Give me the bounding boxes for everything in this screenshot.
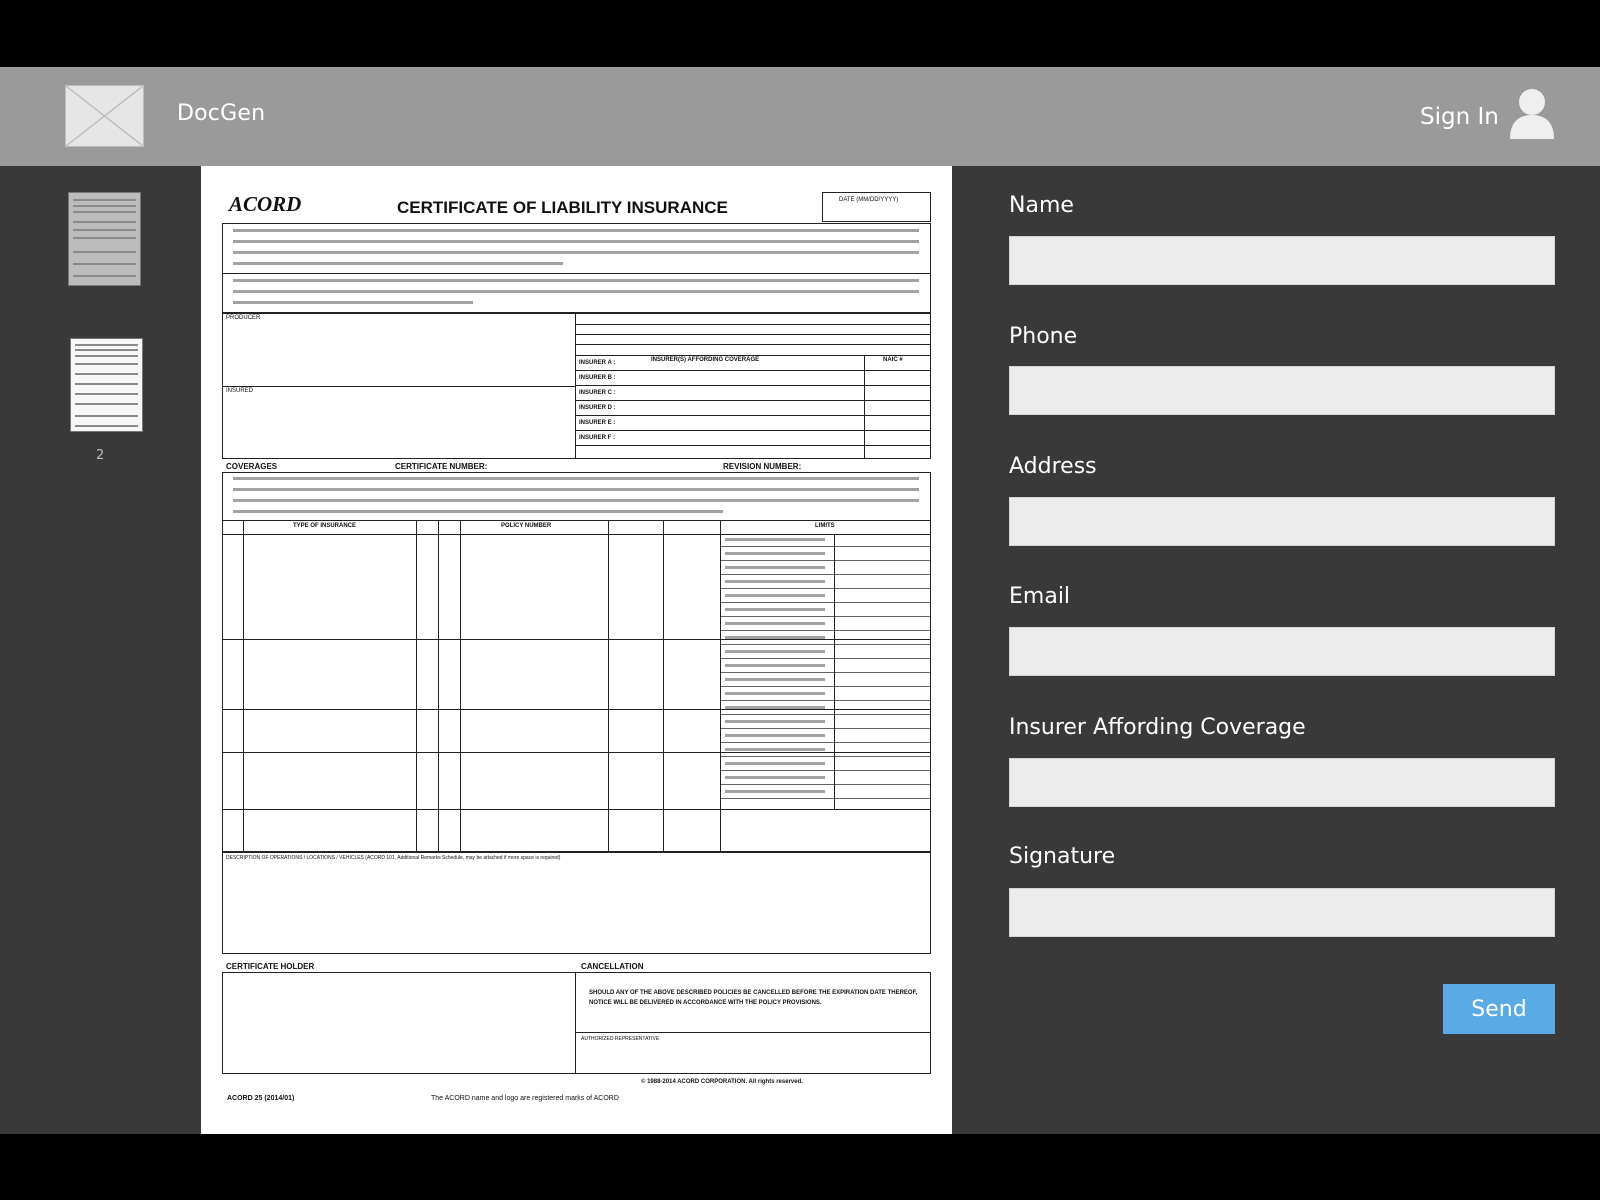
field-label-insurer: Insurer Affording Coverage [1009, 715, 1306, 740]
data-entry-form [952, 166, 1600, 1134]
description-label: DESCRIPTION OF OPERATIONS / LOCATIONS / VEHICLES (ACORD 101, Additional Remarks Schedule, may be attached if more space is required) [226, 855, 561, 861]
page-number-label: 2 [96, 448, 105, 463]
letterbox-bottom [0, 1134, 1600, 1200]
insurer-row-label: INSURER E : [579, 420, 616, 426]
letterbox-top [0, 0, 1600, 67]
document-title: CERTIFICATE OF LIABILITY INSURANCE [397, 198, 728, 217]
certificate-holder-label: CERTIFICATE HOLDER [226, 962, 315, 971]
insurer-row-label: INSURER D : [579, 405, 616, 411]
user-avatar-icon[interactable] [1508, 87, 1556, 139]
insurer-row-label: INSURER B : [579, 375, 616, 381]
field-label-email: Email [1009, 584, 1071, 609]
trademark-text: The ACORD name and logo are registered marks of ACORD [431, 1095, 619, 1102]
sign-in-link[interactable]: Sign In [1420, 104, 1499, 130]
date-box-label: DATE (MM/DD/YYYY) [839, 197, 899, 203]
revision-number-label: REVISION NUMBER: [723, 462, 802, 471]
page-thumbnail-1[interactable] [68, 192, 141, 286]
limits-header: LIMITS [815, 523, 835, 529]
app-header [0, 67, 1600, 166]
cancellation-label: CANCELLATION [581, 962, 644, 971]
document-preview [201, 166, 952, 1134]
policy-number-header: POLICY NUMBER [501, 523, 552, 529]
cancellation-text: SHOULD ANY OF THE ABOVE DESCRIBED POLICIES BE CANCELLED BEFORE THE EXPIRATION DATE THEREOF, NOTICE WILL BE DELIVERED IN ACCORDANCE WITH THE POLICY PROVISIONS. [589, 990, 918, 1006]
coverage-table [222, 472, 931, 852]
insurer-row-label: INSURER A : [579, 360, 616, 366]
insurer-header: INSURER(S) AFFORDING COVERAGE [651, 357, 760, 363]
description-box [222, 852, 931, 954]
image-placeholder-icon [65, 85, 144, 147]
field-label-name: Name [1009, 193, 1074, 218]
copyright-text: © 1988-2014 ACORD CORPORATION. All rights reserved. [641, 1079, 803, 1085]
address-input[interactable] [1009, 497, 1555, 546]
naic-label: NAIC # [883, 357, 903, 363]
disclaimer-box [222, 223, 931, 313]
type-of-insurance-header: TYPE OF INSURANCE [293, 523, 357, 529]
phone-input[interactable] [1009, 366, 1555, 415]
insurer-row-label: INSURER F : [579, 435, 615, 441]
acord-logo: ACORD [229, 192, 302, 216]
producer-label: PRODUCER [226, 315, 261, 321]
insurer-row-label: INSURER C : [579, 390, 616, 396]
workspace [0, 166, 1600, 1134]
certificate-number-label: CERTIFICATE NUMBER: [395, 462, 488, 471]
authorized-representative-label: AUTHORIZED REPRESENTATIVE [581, 1036, 660, 1042]
insured-label: INSURED [226, 388, 254, 394]
field-label-phone: Phone [1009, 324, 1078, 349]
form-id: ACORD 25 (2014/01) [227, 1095, 295, 1102]
app-name: DocGen [177, 101, 266, 126]
name-input[interactable] [1009, 236, 1555, 285]
send-button[interactable]: Send [1443, 984, 1555, 1034]
page-thumbnails [0, 166, 201, 1134]
page-thumbnail-2[interactable] [70, 338, 143, 432]
coverages-label: COVERAGES [226, 462, 278, 471]
insurer-input[interactable] [1009, 758, 1555, 807]
field-label-signature: Signature [1009, 844, 1116, 869]
email-input[interactable] [1009, 627, 1555, 676]
field-label-address: Address [1009, 454, 1097, 479]
signature-input[interactable] [1009, 888, 1555, 937]
